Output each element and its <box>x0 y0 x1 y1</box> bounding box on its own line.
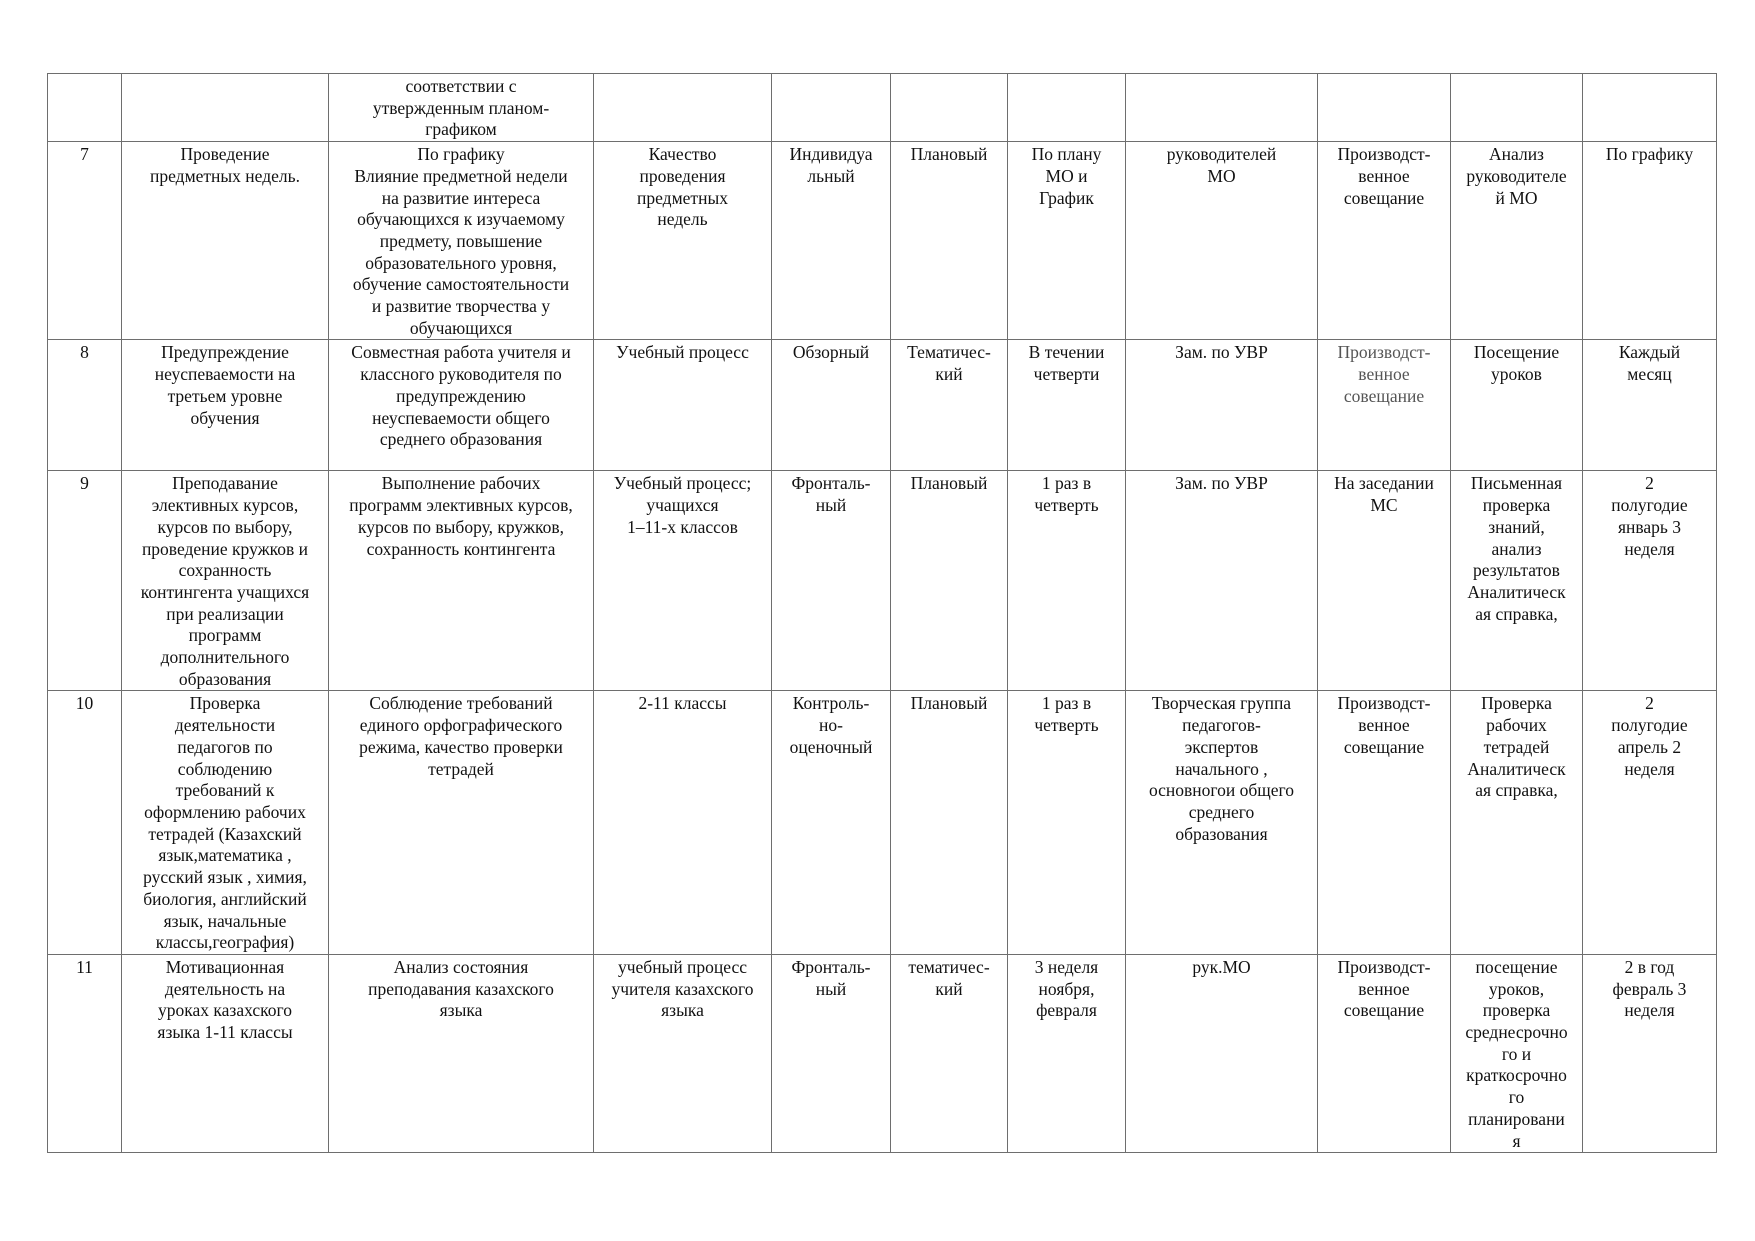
cell-responsible: Творческая группа педагогов- экспертов начального , основногои общего среднего образования <box>1126 691 1318 954</box>
cell-review: Производст- венное совещание <box>1318 142 1451 340</box>
cell-topic: Мотивационная деятельность на уроках казахского языка 1-11 классы <box>122 954 329 1152</box>
cell-control-kind: тематичес- кий <box>891 954 1008 1152</box>
cell-topic: Проведение предметных недель. <box>122 142 329 340</box>
cell-object: Качество проведения предметных недель <box>594 142 772 340</box>
cell-object: Учебный процесс <box>594 340 772 471</box>
cell-period: 1 раз в четверть <box>1008 471 1126 691</box>
cell-method: Проверка рабочих тетрадей Аналитическ ая справка, <box>1451 691 1583 954</box>
cell-control-type <box>772 74 891 142</box>
cell-goal: соответствии с утвержденным планом- графиком <box>329 74 594 142</box>
cell-object: Учебный процесс; учащихся 1–11-х классов <box>594 471 772 691</box>
cell-number: 7 <box>48 142 122 340</box>
cell-goal: Соблюдение требований единого орфографического режима, качество проверки тетрадей <box>329 691 594 954</box>
cell-topic: Преподавание элективных курсов, курсов по выбору, проведение кружков и сохранность контингента учащихся при реализации программ дополнительного образования <box>122 471 329 691</box>
cell-number <box>48 74 122 142</box>
cell-topic <box>122 74 329 142</box>
cell-number: 11 <box>48 954 122 1152</box>
cell-method: Письменная проверка знаний, анализ результатов Аналитическ ая справка, <box>1451 471 1583 691</box>
cell-review <box>1318 74 1451 142</box>
cell-period: В течении четверти <box>1008 340 1126 471</box>
cell-goal: Анализ состояния преподавания казахского языка <box>329 954 594 1152</box>
table-row <box>48 471 1717 691</box>
cell-responsible: руководителей МО <box>1126 142 1318 340</box>
table-row <box>48 74 1717 142</box>
cell-method <box>1451 74 1583 142</box>
cell-responsible: Зам. по УВР <box>1126 340 1318 471</box>
cell-review: Производст- венное совещание <box>1318 954 1451 1152</box>
cell-control-kind: Плановый <box>891 691 1008 954</box>
cell-number: 8 <box>48 340 122 471</box>
cell-period: 3 неделя ноября, февраля <box>1008 954 1126 1152</box>
cell-deadline: 2 в год февраль 3 неделя <box>1583 954 1717 1152</box>
table-row <box>48 954 1717 1152</box>
cell-control-type: Индивидуа льный <box>772 142 891 340</box>
cell-responsible: Зам. по УВР <box>1126 471 1318 691</box>
cell-control-type: Фронталь- ный <box>772 471 891 691</box>
cell-control-type: Контроль- но- оценочный <box>772 691 891 954</box>
cell-goal: Выполнение рабочих программ элективных курсов, курсов по выбору, кружков, сохранность контингента <box>329 471 594 691</box>
cell-topic: Проверка деятельности педагогов по соблюдению требований к оформлению рабочих тетрадей (Казахский язык,математика , русский язык , химия, биология, английский язык, начальные классы,география) <box>122 691 329 954</box>
cell-object <box>594 74 772 142</box>
cell-control-type: Фронталь- ный <box>772 954 891 1152</box>
cell-number: 10 <box>48 691 122 954</box>
cell-deadline: 2 полугодие апрель 2 неделя <box>1583 691 1717 954</box>
cell-method: Анализ руководителе й МО <box>1451 142 1583 340</box>
cell-deadline: По графику <box>1583 142 1717 340</box>
cell-goal: По графику Влияние предметной недели на развитие интереса обучающихся к изучаемому предмету, повышение образовательного уровня, обучение самостоятельности и развитие творчества у обучающихся <box>329 142 594 340</box>
cell-method: посещение уроков, проверка среднесрочно го и краткосрочно го планировани я <box>1451 954 1583 1152</box>
cell-control-kind: Плановый <box>891 142 1008 340</box>
cell-control-kind: Тематичес- кий <box>891 340 1008 471</box>
cell-goal: Совместная работа учителя и классного руководителя по предупреждению неуспеваемости общего среднего образования <box>329 340 594 471</box>
cell-period: 1 раз в четверть <box>1008 691 1126 954</box>
cell-period: По плану МО и График <box>1008 142 1126 340</box>
cell-control-kind: Плановый <box>891 471 1008 691</box>
cell-review: Производст- венное совещание <box>1318 691 1451 954</box>
cell-number: 9 <box>48 471 122 691</box>
cell-object: 2-11 классы <box>594 691 772 954</box>
cell-method: Посещение уроков <box>1451 340 1583 471</box>
cell-deadline <box>1583 74 1717 142</box>
cell-review: На заседании МС <box>1318 471 1451 691</box>
table-row <box>48 691 1717 954</box>
cell-responsible <box>1126 74 1318 142</box>
control-plan-table <box>47 73 1717 1153</box>
cell-object: учебный процесс учителя казахского языка <box>594 954 772 1152</box>
cell-topic: Предупреждение неуспеваемости на третьем уровне обучения <box>122 340 329 471</box>
cell-review: Производст- венное совещание <box>1318 340 1451 471</box>
cell-control-kind <box>891 74 1008 142</box>
table-row <box>48 340 1717 471</box>
cell-deadline: 2 полугодие январь 3 неделя <box>1583 471 1717 691</box>
cell-responsible: рук.МО <box>1126 954 1318 1152</box>
cell-period <box>1008 74 1126 142</box>
cell-deadline: Каждый месяц <box>1583 340 1717 471</box>
table-row <box>48 142 1717 340</box>
cell-control-type: Обзорный <box>772 340 891 471</box>
